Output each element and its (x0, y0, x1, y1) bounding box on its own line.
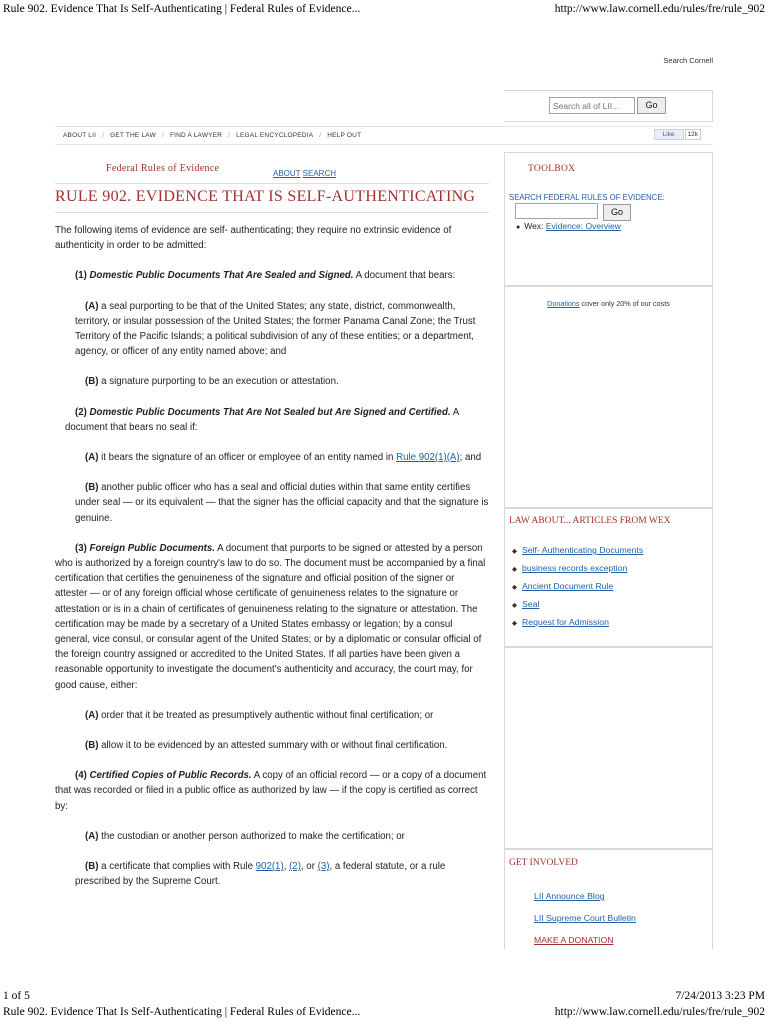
nav-separator: / (228, 132, 231, 139)
paragraph-1 (55, 268, 489, 283)
list-item (512, 560, 643, 578)
diamond-bullet-icon: ◆ (512, 584, 517, 591)
about-link[interactable]: ABOUT (273, 169, 301, 178)
rule-902-1-a-link[interactable]: Rule 902(1)(A) (396, 452, 460, 464)
nav-separator: / (102, 132, 105, 139)
print-header (3, 3, 765, 17)
print-footer-page: 1 of 5 (3, 990, 30, 1002)
make-a-donation-link[interactable]: MAKE A DONATION (534, 935, 614, 945)
lii-announce-blog-link[interactable]: LII Announce Blog (534, 891, 605, 901)
donations-text (505, 299, 712, 308)
paragraph-number: (A) (85, 830, 99, 842)
list-item (512, 614, 643, 632)
paragraph-heading: Certified Copies of Public Records. (89, 770, 252, 782)
lii-search-go-button[interactable]: Go (637, 97, 666, 114)
nav-separator: / (161, 132, 164, 139)
paragraph-text: A document that bears: (353, 270, 456, 282)
paragraph-number: (B) (85, 376, 99, 388)
lii-supreme-court-bulletin-link[interactable]: LII Supreme Court Bulletin (534, 913, 636, 923)
paragraph-text: , a federal statute, or a rule prescribed by the Supreme Court. (75, 861, 446, 888)
paragraph-2 (55, 405, 489, 435)
get-involved-panel (504, 849, 713, 949)
list-item (512, 596, 643, 614)
paragraph-text: a signature purporting to be an execution or attestation. (98, 376, 339, 388)
paragraph-1a (55, 299, 489, 360)
paragraph-text: A document that purports to be signed or attested by a person who is authorized by a foreign country's law to do so. The document must be accompanied by a final certification that certifies the genuineness of the signature and official position of the signer or attester — or of any foreign official whose certificate of genuineness relates to the signature or attestation or is in a chain of certificates of genuineness relating to the signature or attestation. The certification may be made by a secretary of a United States embassy or legation; by a consul general, vice consul, or consular agent of the United States; or by a diplomatic or consular official of the foreign country assigned or accredited to the United States. If all parties have been given a reasonable opportunity to investigate the document's authenticity and accuracy, the court may, for good cause, either: (55, 542, 486, 691)
paragraph-text: order that it be treated as presumptively authentic without final certification; or (98, 709, 434, 721)
main-nav (55, 126, 713, 145)
paragraph-text: the custodian or another person authorized to make the certification; or (98, 830, 405, 842)
paragraph-number: (B) (85, 482, 99, 494)
paragraph-2b (55, 480, 489, 526)
title-divider (55, 212, 489, 213)
section-title[interactable]: Federal Rules of Evidence (106, 163, 220, 174)
law-about-list (512, 542, 643, 632)
list-item (512, 542, 643, 560)
get-involved-title: GET INVOLVED (509, 858, 578, 868)
rule-902-3-link[interactable]: (3) (317, 861, 330, 873)
paragraph-3b (55, 738, 489, 753)
wex-evidence-overview-link[interactable]: Evidence: Overview (545, 221, 621, 231)
wex-article-link[interactable]: Request for Admission (522, 617, 609, 627)
toolbox-go-button[interactable]: Go (603, 204, 631, 221)
lii-search-input[interactable] (549, 97, 635, 114)
bullet-icon: ● (516, 224, 521, 231)
toolbox-title: TOOLBOX (528, 164, 576, 174)
wex-article-link[interactable]: business records exception (522, 563, 628, 573)
paragraph-1b (55, 374, 489, 389)
paragraph-number: (1) (75, 270, 87, 282)
paragraph-text: it bears the signature of an officer or employee of an entity named in (98, 452, 397, 464)
donations-link[interactable]: Donations (547, 299, 580, 308)
nav-item-find-a-lawyer[interactable]: FIND A LAWYER (169, 132, 223, 139)
facebook-like-widget (654, 129, 701, 140)
like-count: 12k (685, 129, 701, 140)
like-button[interactable]: Like (654, 129, 684, 140)
print-footer (3, 990, 765, 1022)
paragraph-number: (2) (75, 406, 87, 418)
paragraph-4a (55, 829, 489, 844)
print-footer-url: http://www.law.cornell.edu/rules/fre/rule_902 (554, 1006, 765, 1018)
rule-902-1-link[interactable]: 902(1) (255, 861, 284, 873)
wex-article-link[interactable]: Seal (522, 599, 540, 609)
rule-content (55, 223, 489, 890)
nav-separator: / (319, 132, 322, 139)
nav-item-about-lii[interactable]: ABOUT LII (63, 132, 97, 139)
toolbox-search-input[interactable] (515, 203, 598, 219)
print-footer-title: Rule 902. Evidence That Is Self-Authenticating | Federal Rules of Evidence... (3, 1006, 361, 1018)
wex-overview-item (516, 221, 621, 231)
paragraph-3a (55, 708, 489, 723)
paragraph-4b (55, 859, 489, 889)
ad-panel (504, 647, 713, 849)
paragraph-text: a seal purporting to be that of the United States; any state, district, commonwealth, territory, or insular possession of the United States; the former Panama Canal Zone; the Trust Territory of the Pacific Islands; a political subdivision of any of these entities; or a department, agency, or officer of any entity named above; and (75, 300, 476, 358)
intro-paragraph: The following items of evidence are self- authenticating; they require no extrinsic evidence of authenticity in order to be admitted: (55, 225, 452, 252)
paragraph-number: (B) (85, 861, 99, 873)
toolbox-panel (504, 152, 713, 286)
diamond-bullet-icon: ◆ (512, 602, 517, 609)
lii-search-box (504, 90, 713, 122)
title-divider (55, 183, 489, 184)
toolbox-search-label: SEARCH FEDERAL RULES OF EVIDENCE: (509, 193, 665, 202)
paragraph-number: (A) (85, 709, 99, 721)
paragraph-text: , (283, 861, 290, 873)
diamond-bullet-icon: ◆ (512, 566, 517, 573)
wex-article-link[interactable]: Self- Authenticating Documents (522, 545, 644, 555)
paragraph-number: (A) (85, 300, 99, 312)
list-item (512, 578, 643, 596)
print-footer-datetime: 7/24/2013 3:23 PM (675, 990, 765, 1002)
get-involved-links (534, 885, 636, 951)
paragraph-heading: Foreign Public Documents. (89, 542, 215, 554)
print-header-title: Rule 902. Evidence That Is Self-Authenticating | Federal Rules of Evidence... (3, 3, 361, 15)
wex-article-link[interactable]: Ancient Document Rule (522, 581, 614, 591)
paragraph-text: A document that bears no seal if: (65, 406, 459, 433)
paragraph-text: A copy of an official record — or a copy of a document that was recorded or filed in a public office as authorized by law — if the copy is certified as correct by: (55, 770, 487, 812)
donations-panel (504, 286, 713, 508)
paragraph-text: , or (300, 861, 318, 873)
paragraph-heading: Domestic Public Documents That Are Sealed and Signed. (89, 270, 354, 282)
paragraph-number: (4) (75, 770, 87, 782)
about-search-links (273, 169, 336, 178)
donations-caption: cover only 20% of our costs (579, 299, 670, 308)
paragraph-3 (55, 541, 489, 693)
law-about-panel (504, 508, 713, 647)
paragraph-number: (B) (85, 740, 99, 752)
search-cornell-link[interactable]: Search Cornell (663, 56, 713, 65)
paragraph-text: another public officer who has a seal and official duties within that same entity certifies under seal — or its equivalent — that the signer has the official capacity and that the signature is genuine. (75, 482, 489, 524)
rule-902-2-link[interactable]: (2) (289, 861, 301, 873)
print-header-url: http://www.law.cornell.edu/rules/fre/rule_902 (554, 3, 765, 15)
paragraph-text: a certificate that complies with Rule (98, 861, 256, 873)
nav-item-get-the-law[interactable]: GET THE LAW (110, 132, 156, 139)
nav-items (63, 132, 361, 139)
law-about-title: LAW ABOUT... ARTICLES FROM WEX (509, 516, 671, 526)
diamond-bullet-icon: ◆ (512, 548, 517, 555)
paragraph-number: (3) (75, 542, 87, 554)
paragraph-number: (A) (85, 452, 99, 464)
paragraph-text: ; and (459, 452, 482, 464)
paragraph-2a (55, 450, 489, 465)
nav-item-help-out[interactable]: HELP OUT (327, 132, 362, 139)
wex-prefix: Wex: (524, 221, 546, 231)
diamond-bullet-icon: ◆ (512, 620, 517, 627)
nav-item-legal-encyclopedia[interactable]: LEGAL ENCYCLOPEDIA (236, 132, 314, 139)
paragraph-heading: Domestic Public Documents That Are Not Sealed but Are Signed and Certified. (89, 406, 451, 418)
page-title: RULE 902. EVIDENCE THAT IS SELF-AUTHENTICATING (55, 188, 476, 205)
paragraph-text: allow it to be evidenced by an attested summary with or without final certification. (98, 740, 448, 752)
paragraph-4 (55, 768, 489, 814)
search-link[interactable]: SEARCH (302, 169, 336, 178)
